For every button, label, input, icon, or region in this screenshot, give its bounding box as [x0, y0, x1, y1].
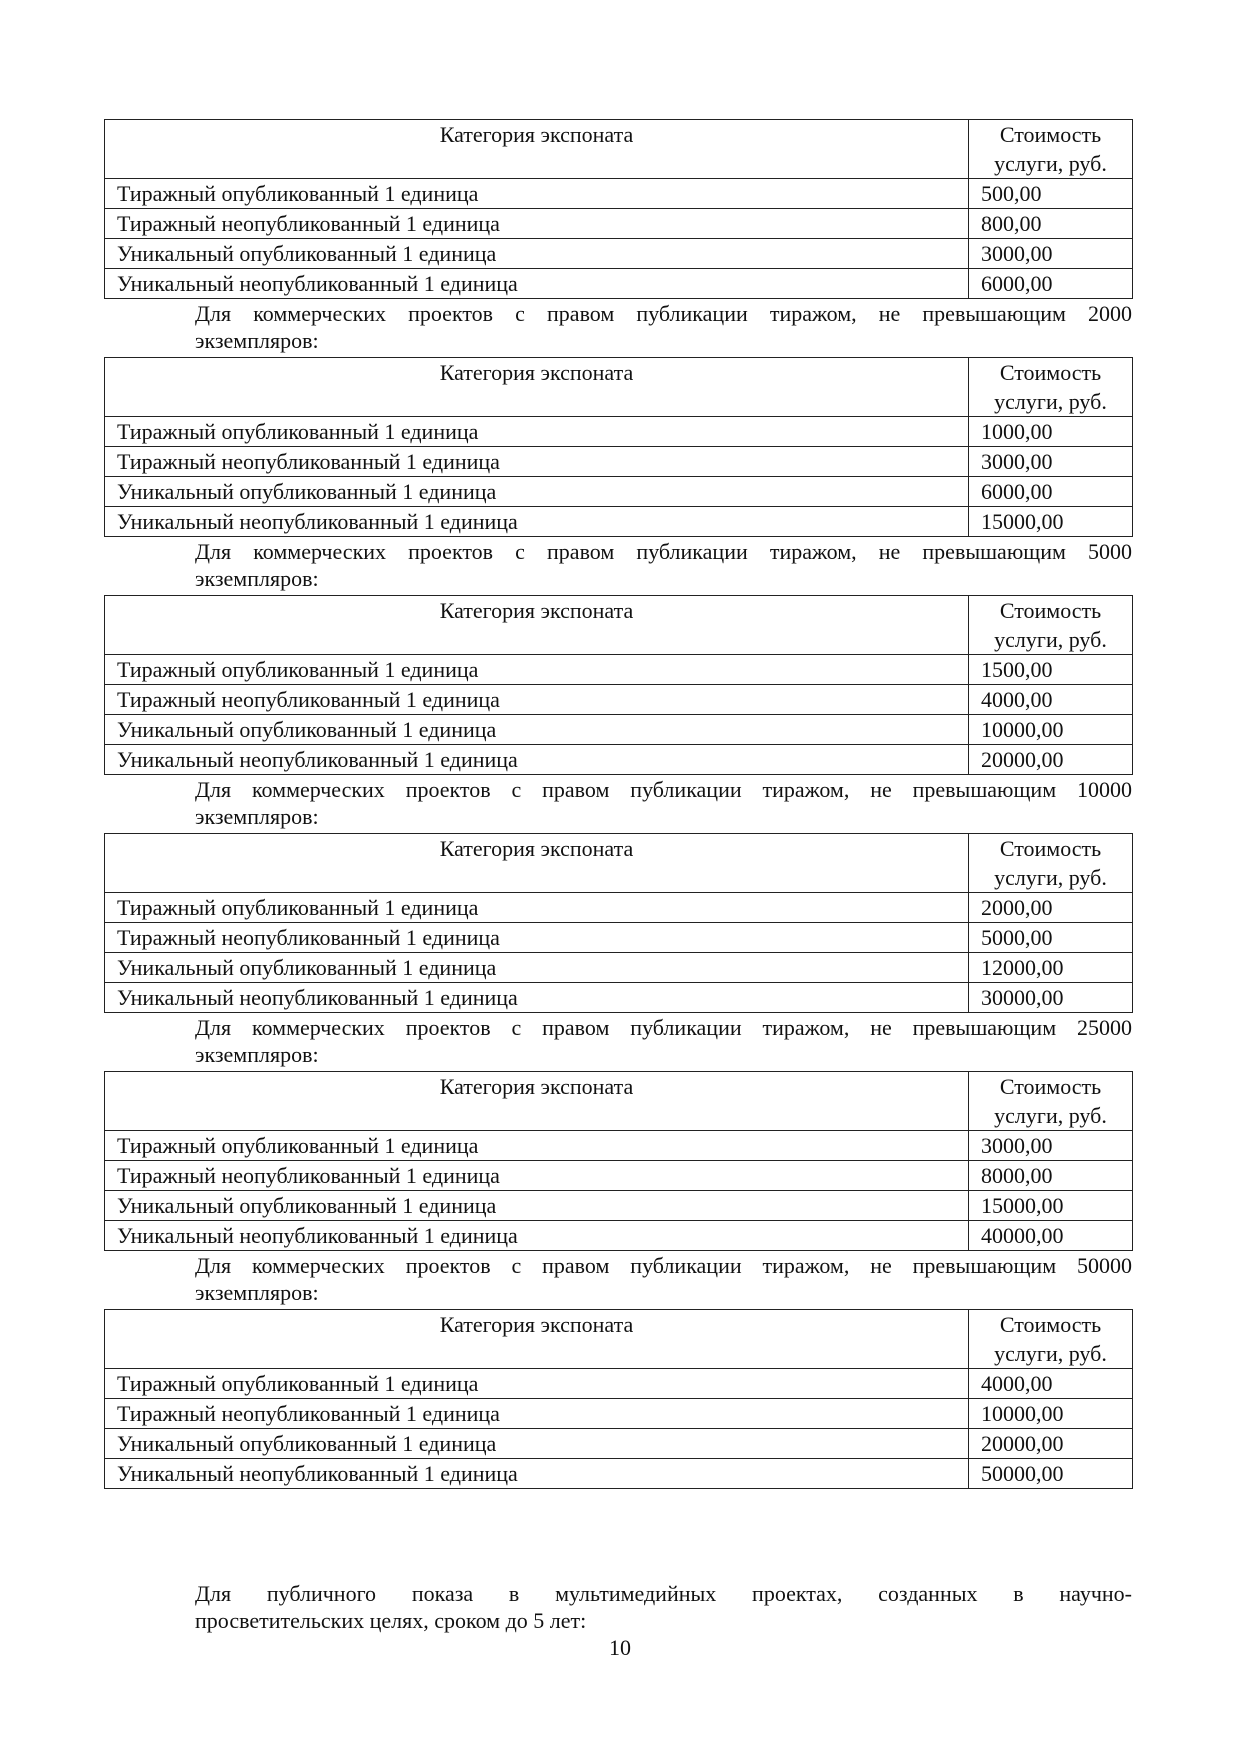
header-category: Категория экспоната: [105, 1310, 969, 1369]
table-row: [105, 447, 1133, 477]
table-row: [105, 923, 1133, 953]
table-header-row: [105, 834, 1133, 893]
table-intro-5: Для коммерческих проектов с правом публикации тиражом, не превышающим 25000 экземпляров:: [195, 1015, 1132, 1067]
row-cost: 6000,00: [969, 269, 1133, 299]
row-cost: 3000,00: [969, 1131, 1133, 1161]
row-cost: 1000,00: [969, 417, 1133, 447]
row-cost: 20000,00: [969, 745, 1133, 775]
row-category: Уникальный неопубликованный 1 единица: [105, 507, 969, 537]
table-row: [105, 715, 1133, 745]
table-row: [105, 507, 1133, 537]
row-cost: 20000,00: [969, 1429, 1133, 1459]
row-cost: 12000,00: [969, 953, 1133, 983]
row-cost: 50000,00: [969, 1459, 1133, 1489]
row-cost: 15000,00: [969, 1191, 1133, 1221]
table-intro-4: Для коммерческих проектов с правом публикации тиражом, не превышающим 10000 экземпляров:: [195, 777, 1132, 829]
row-cost: 40000,00: [969, 1221, 1133, 1251]
row-category: Тиражный опубликованный 1 единица: [105, 1369, 969, 1399]
price-table-4: [104, 833, 1133, 1013]
header-cost: Стоимость услуги, руб.: [969, 596, 1133, 655]
row-category: Уникальный опубликованный 1 единица: [105, 477, 969, 507]
row-category: Уникальный неопубликованный 1 единица: [105, 745, 969, 775]
row-cost: 4000,00: [969, 685, 1133, 715]
row-cost: 10000,00: [969, 715, 1133, 745]
row-cost: 6000,00: [969, 477, 1133, 507]
table-header-row: [105, 596, 1133, 655]
price-table-5: [104, 1071, 1133, 1251]
row-category: Уникальный опубликованный 1 единица: [105, 239, 969, 269]
table-row: [105, 1221, 1133, 1251]
row-cost: 30000,00: [969, 983, 1133, 1013]
price-table-1: [104, 119, 1133, 299]
table-row: [105, 745, 1133, 775]
header-cost: Стоимость услуги, руб.: [969, 1072, 1133, 1131]
table-intro-3: Для коммерческих проектов с правом публикации тиражом, не превышающим 5000 экземпляров:: [195, 539, 1132, 591]
row-cost: 800,00: [969, 209, 1133, 239]
table-row: [105, 417, 1133, 447]
row-category: Уникальный опубликованный 1 единица: [105, 1191, 969, 1221]
header-category: Категория экспоната: [105, 120, 969, 179]
header-cost: Стоимость услуги, руб.: [969, 358, 1133, 417]
table-row: [105, 209, 1133, 239]
header-cost: Стоимость услуги, руб.: [969, 120, 1133, 179]
row-category: Уникальный неопубликованный 1 единица: [105, 1221, 969, 1251]
row-cost: 2000,00: [969, 893, 1133, 923]
table-row: [105, 953, 1133, 983]
header-cost: Стоимость услуги, руб.: [969, 1310, 1133, 1369]
row-cost: 15000,00: [969, 507, 1133, 537]
page-number: 10: [609, 1635, 631, 1660]
row-category: Уникальный неопубликованный 1 единица: [105, 1459, 969, 1489]
header-cost: Стоимость услуги, руб.: [969, 834, 1133, 893]
row-cost: 10000,00: [969, 1399, 1133, 1429]
row-cost: 5000,00: [969, 923, 1133, 953]
table-row: [105, 893, 1133, 923]
row-category: Тиражный неопубликованный 1 единица: [105, 685, 969, 715]
table-row: [105, 655, 1133, 685]
header-category: Категория экспоната: [105, 596, 969, 655]
row-category: Тиражный неопубликованный 1 единица: [105, 1399, 969, 1429]
price-table-3: [104, 595, 1133, 775]
row-category: Тиражный неопубликованный 1 единица: [105, 923, 969, 953]
row-category: Тиражный неопубликованный 1 единица: [105, 447, 969, 477]
row-cost: 3000,00: [969, 447, 1133, 477]
table-row: [105, 685, 1133, 715]
table-row: [105, 1131, 1133, 1161]
header-category: Категория экспоната: [105, 358, 969, 417]
table-row: [105, 1161, 1133, 1191]
table-row: [105, 1429, 1133, 1459]
row-category: Уникальный опубликованный 1 единица: [105, 715, 969, 745]
table-row: [105, 477, 1133, 507]
table-row: [105, 1369, 1133, 1399]
table-row: [105, 239, 1133, 269]
row-category: Тиражный неопубликованный 1 единица: [105, 1161, 969, 1191]
row-cost: 1500,00: [969, 655, 1133, 685]
table-row: [105, 1399, 1133, 1429]
row-category: Уникальный неопубликованный 1 единица: [105, 983, 969, 1013]
row-category: Тиражный опубликованный 1 единица: [105, 893, 969, 923]
row-cost: 3000,00: [969, 239, 1133, 269]
row-category: Тиражный неопубликованный 1 единица: [105, 209, 969, 239]
table-row: [105, 1459, 1133, 1489]
header-category: Категория экспоната: [105, 1072, 969, 1131]
row-category: Уникальный опубликованный 1 единица: [105, 953, 969, 983]
row-cost: 8000,00: [969, 1161, 1133, 1191]
row-category: Уникальный опубликованный 1 единица: [105, 1429, 969, 1459]
row-category: Тиражный опубликованный 1 единица: [105, 179, 969, 209]
row-category: Тиражный опубликованный 1 единица: [105, 417, 969, 447]
price-table-6: [104, 1309, 1133, 1489]
row-cost: 4000,00: [969, 1369, 1133, 1399]
table-header-row: [105, 358, 1133, 417]
row-category: Тиражный опубликованный 1 единица: [105, 1131, 969, 1161]
table-row: [105, 179, 1133, 209]
table-header-row: [105, 1072, 1133, 1131]
row-category: Уникальный неопубликованный 1 единица: [105, 269, 969, 299]
row-category: Тиражный опубликованный 1 единица: [105, 655, 969, 685]
table-intro-6: Для коммерческих проектов с правом публикации тиражом, не превышающим 50000 экземпляров:: [195, 1253, 1132, 1305]
table-row: [105, 269, 1133, 299]
price-table-2: [104, 357, 1133, 537]
closing-paragraph: Для публичного показа в мультимедийных проектах, созданных в научно- просветительских целях, сроком до 5 лет:: [195, 1581, 1132, 1633]
row-cost: 500,00: [969, 179, 1133, 209]
table-row: [105, 1191, 1133, 1221]
table-header-row: [105, 120, 1133, 179]
header-category: Категория экспоната: [105, 834, 969, 893]
table-intro-2: Для коммерческих проектов с правом публикации тиражом, не превышающим 2000 экземпляров:: [195, 301, 1132, 353]
table-row: [105, 983, 1133, 1013]
table-header-row: [105, 1310, 1133, 1369]
